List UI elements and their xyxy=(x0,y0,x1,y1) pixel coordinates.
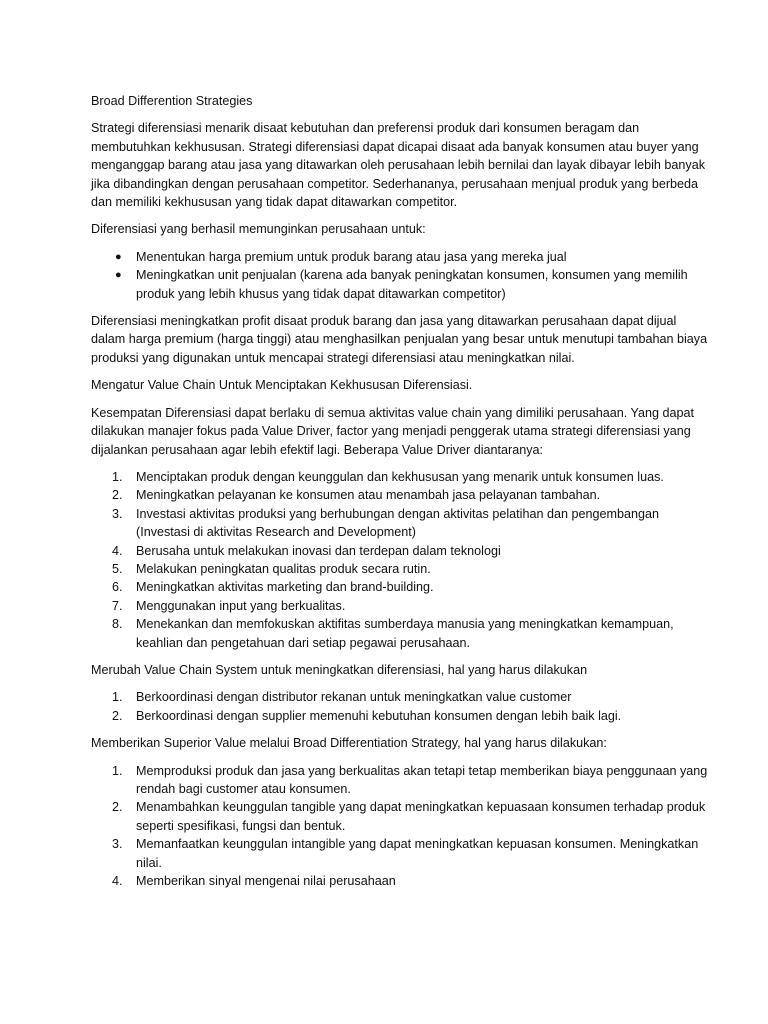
list-item xyxy=(91,762,708,799)
list-item xyxy=(91,707,708,725)
list-item-text: Berkoordinasi dengan supplier memenuhi kebutuhan konsumen dengan lebih baik lagi. xyxy=(136,708,622,723)
bullet-icon: ● xyxy=(115,269,122,282)
list-item xyxy=(91,560,708,578)
change-chain-list xyxy=(91,688,708,725)
list-item xyxy=(91,542,708,560)
list-item xyxy=(91,486,708,504)
list-item xyxy=(91,835,708,872)
list-number: 3. xyxy=(112,506,123,521)
success-bullet-list xyxy=(91,248,708,303)
superior-value-lead: Memberikan Superior Value melalui Broad Differentiation Strategy, hal yang harus dilakukan: xyxy=(91,736,607,751)
list-item-text: Menciptakan produk dengan keunggulan dan kekhususan yang menarik untuk konsumen luas. xyxy=(136,469,664,484)
list-item xyxy=(91,578,708,596)
document-title: Broad Differention Strategies xyxy=(91,94,253,108)
list-item-text: Melakukan peningkatan qualitas produk secara rutin. xyxy=(136,561,431,576)
list-number: 4. xyxy=(112,874,123,889)
list-item xyxy=(91,597,708,615)
bullet-icon: ● xyxy=(115,250,122,263)
list-item xyxy=(91,615,708,652)
list-number: 3. xyxy=(112,837,123,852)
list-item-text: Menggunakan input yang berkualitas. xyxy=(136,598,346,613)
list-item-text: Investasi aktivitas produksi yang berhubungan dengan aktivitas pelatihan dan pengembangan (Investasi di aktivitas Research and Development) xyxy=(136,506,660,540)
list-item xyxy=(91,688,708,706)
list-number: 2. xyxy=(112,708,123,723)
list-item-text: Menambahkan keunggulan tangible yang dapat meningkatkan kepuasaan konsumen terhadap produk seperti spesifikasi, fungsi dan bentuk. xyxy=(136,800,706,833)
list-item-text: Memanfaatkan keunggulan intangible yang dapat meningkatkan kepuasan konsumen. Meningkatkan nilai. xyxy=(136,837,699,870)
list-number: 2. xyxy=(112,488,123,503)
list-number: 5. xyxy=(112,561,123,576)
list-item-text: Berkoordinasi dengan distributor rekanan untuk meningkatkan value customer xyxy=(136,690,572,705)
list-item-text: Meningkatkan aktivitas marketing dan brand-building. xyxy=(136,580,434,595)
success-lead: Diferensiasi yang berhasil memunginkan perusahaan untuk: xyxy=(91,222,426,237)
profit-paragraph: Diferensiasi meningkatkan profit disaat produk barang dan jasa yang ditawarkan perusahaan dapat dijual dalam harga premium (harga tinggi) atau menghasilkan penjualan yang besar untuk menutupi tambahan biaya produksi yang digunakan untuk mencapai strategi diferensiasi atau meningkatkan nilai. xyxy=(91,314,708,365)
change-chain-lead: Merubah Value Chain System untuk meningkatkan diferensiasi, hal yang harus dilakukan xyxy=(91,662,588,677)
list-item-text: Menentukan harga premium untuk produk barang atau jasa yang mereka jual xyxy=(136,249,567,264)
list-number: 1. xyxy=(112,469,123,484)
value-driver-list xyxy=(91,468,708,652)
value-chain-heading: Mengatur Value Chain Untuk Menciptakan Kekhususan Diferensiasi. xyxy=(91,378,473,393)
list-number: 2. xyxy=(112,800,123,815)
list-item-text: Memberikan sinyal mengenai nilai perusahaan xyxy=(136,874,396,889)
list-item xyxy=(91,468,708,486)
list-number: 7. xyxy=(112,598,123,613)
superior-value-list xyxy=(91,762,708,891)
list-item xyxy=(91,872,708,890)
list-item xyxy=(91,505,708,542)
list-item-text: Berusaha untuk melakukan inovasi dan terdepan dalam teknologi xyxy=(136,543,501,558)
list-number: 1. xyxy=(112,690,123,705)
list-item-text: Meningkatkan pelayanan ke konsumen atau menambah jasa pelayanan tambahan. xyxy=(136,488,601,503)
list-number: 4. xyxy=(112,543,123,558)
intro-paragraph: Strategi diferensiasi menarik disaat kebutuhan dan preferensi produk dari konsumen beragam dan membutuhkan kekhususan. Strategi diferensiasi dapat dicapai disaat ada banyak konsumen atau buyer yang menganggap barang atau jasa yang ditawarkan oleh perusahaan lebih bernilai dan layak dibayar lebih banyak jika dibandingkan dengan perusahaan competitor. Sederhananya, perusahaan menjual produk yang berbeda dan memiliki kekhususan yang tidak dapat ditawarkan competitor. xyxy=(91,121,706,210)
list-item-text: Meningkatkan unit penjualan (karena ada banyak peningkatan konsumen, konsumen yang memilih produk yang lebih khusus yang tidak dapat ditawarkan competitor) xyxy=(136,268,688,301)
list-item xyxy=(91,266,708,303)
list-item-text: Menekankan dan memfokuskan aktifitas sumberdaya manusia yang meningkatkan kemampuan, keahlian dan pengetahuan dari setiap pegawai perusahaan. xyxy=(136,617,674,650)
list-number: 8. xyxy=(112,617,123,632)
list-item xyxy=(91,798,708,835)
value-driver-paragraph: Kesempatan Diferensiasi dapat berlaku di semua aktivitas value chain yang dimiliki perusahaan. Yang dapat dilakukan manajer fokus pada Value Driver, factor yang menjadi penggerak utama strategi diferensiasi yang dijalankan perusahaan agar lebih efektif lagi. Beberapa Value Driver diantaranya: xyxy=(91,405,694,457)
list-item-text: Memproduksi produk dan jasa yang berkualitas akan tetapi tetap memberikan biaya penggunaan yang rendah bagi customer atau konsumen. xyxy=(136,763,708,796)
list-number: 1. xyxy=(112,763,123,778)
list-item xyxy=(91,248,708,266)
list-number: 6. xyxy=(112,580,123,595)
